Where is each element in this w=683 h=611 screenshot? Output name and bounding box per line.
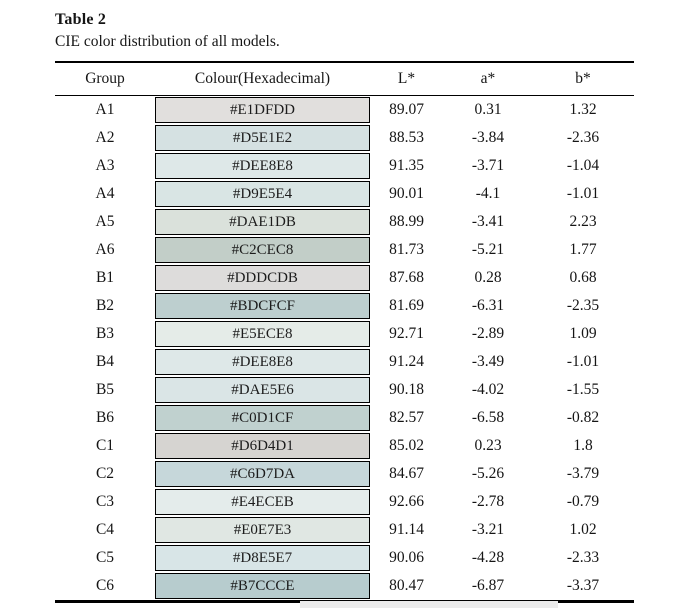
table-row: [55, 152, 634, 180]
a-cell: -4.1: [475, 185, 501, 202]
l-cell: 81.73: [389, 241, 424, 258]
table-row: [55, 544, 634, 572]
colour-swatch: #D5E1E2: [155, 125, 370, 151]
table-row: [55, 488, 634, 516]
group-cell: A2: [95, 129, 115, 146]
group-cell: A5: [95, 213, 115, 230]
a-cell: 0.31: [474, 101, 502, 118]
group-cell: A6: [95, 241, 115, 258]
b-cell: -0.79: [566, 493, 600, 510]
colour-swatch: #DEE8E8: [155, 349, 370, 375]
a-cell: -3.41: [471, 213, 505, 230]
header-l-star: L*: [397, 70, 416, 87]
table-row: [55, 208, 634, 236]
colour-swatch: #DAE1DB: [155, 209, 370, 235]
colour-swatch: #D9E5E4: [155, 181, 370, 207]
b-cell: -3.79: [566, 465, 600, 482]
group-cell: C1: [95, 437, 115, 454]
b-cell: 1.09: [569, 325, 597, 342]
table-row: [55, 292, 634, 320]
b-cell: -2.33: [566, 549, 600, 566]
l-cell: 90.06: [389, 549, 424, 566]
group-cell: C2: [95, 465, 115, 482]
colour-swatch: #DEE8E8: [155, 153, 370, 179]
b-cell: 2.23: [569, 213, 597, 230]
b-cell: -1.01: [566, 185, 600, 202]
colour-swatch: #C6D7DA: [155, 461, 370, 487]
a-cell: -4.02: [471, 381, 505, 398]
table-title: Table 2: [55, 11, 107, 28]
b-cell: -2.36: [566, 129, 600, 146]
group-cell: A4: [95, 185, 115, 202]
l-cell: 92.71: [389, 325, 424, 342]
colour-swatch: #E0E7E3: [155, 517, 370, 543]
colour-swatch: #C2CEC8: [155, 237, 370, 263]
a-cell: -5.26: [471, 465, 505, 482]
a-cell: -6.31: [471, 297, 505, 314]
l-cell: 88.53: [389, 129, 424, 146]
header-a-star: a*: [480, 70, 496, 87]
group-cell: B3: [95, 325, 115, 342]
a-cell: -5.21: [471, 241, 505, 258]
b-cell: 1.32: [569, 101, 597, 118]
b-cell: 1.8: [573, 437, 593, 454]
table-body: [55, 96, 634, 600]
table-row: [55, 404, 634, 432]
l-cell: 88.99: [389, 213, 424, 230]
b-cell: -3.37: [566, 577, 600, 594]
group-cell: C3: [95, 493, 115, 510]
a-cell: 0.23: [474, 437, 502, 454]
colour-swatch: #E1DFDD: [155, 97, 370, 123]
l-cell: 91.24: [389, 353, 424, 370]
group-cell: B4: [95, 353, 115, 370]
l-cell: 81.69: [389, 297, 424, 314]
colour-swatch: #DDDCDB: [155, 265, 370, 291]
b-cell: 1.77: [569, 241, 597, 258]
l-cell: 91.14: [389, 521, 424, 538]
b-cell: -0.82: [566, 409, 600, 426]
l-cell: 84.67: [389, 465, 424, 482]
table-row: [55, 96, 634, 124]
header-colour-hexadecimal: Colour(Hexadecimal): [194, 70, 331, 87]
l-cell: 90.01: [389, 185, 424, 202]
table-row: [55, 180, 634, 208]
group-cell: A3: [95, 157, 115, 174]
l-cell: 92.66: [389, 493, 424, 510]
group-cell: B5: [95, 381, 115, 398]
group-cell: B1: [95, 269, 115, 286]
table-row: [55, 320, 634, 348]
header-b-star: b*: [575, 70, 591, 87]
l-cell: 80.47: [389, 577, 424, 594]
a-cell: -4.28: [471, 549, 505, 566]
table-row: [55, 376, 634, 404]
a-cell: -2.89: [471, 325, 505, 342]
scan-artifact: [300, 601, 558, 608]
l-cell: 91.35: [389, 157, 424, 174]
a-cell: -3.49: [471, 353, 505, 370]
a-cell: -3.21: [471, 521, 505, 538]
cie-color-table: [55, 61, 634, 603]
a-cell: -3.84: [471, 129, 505, 146]
table-row: [55, 124, 634, 152]
colour-swatch: #D6D4D1: [155, 433, 370, 459]
colour-swatch: #DAE5E6: [155, 377, 370, 403]
l-cell: 87.68: [389, 269, 424, 286]
table-caption: CIE color distribution of all models.: [55, 33, 280, 50]
colour-swatch: #D8E5E7: [155, 545, 370, 571]
l-cell: 90.18: [389, 381, 424, 398]
table-header-row: [55, 63, 634, 96]
table-row: [55, 572, 634, 600]
a-cell: 0.28: [474, 269, 502, 286]
table-row: [55, 348, 634, 376]
group-cell: A1: [95, 101, 115, 118]
b-cell: 0.68: [569, 269, 597, 286]
table-row: [55, 460, 634, 488]
table-row: [55, 432, 634, 460]
b-cell: -1.55: [566, 381, 600, 398]
table-row: [55, 516, 634, 544]
l-cell: 89.07: [389, 101, 424, 118]
l-cell: 85.02: [389, 437, 424, 454]
colour-swatch: #BDCFCF: [155, 293, 370, 319]
a-cell: -6.87: [471, 577, 505, 594]
b-cell: -2.35: [566, 297, 600, 314]
colour-swatch: #E5ECE8: [155, 321, 370, 347]
l-cell: 82.57: [389, 409, 424, 426]
colour-swatch: #C0D1CF: [155, 405, 370, 431]
header-group: Group: [85, 70, 125, 87]
group-cell: C5: [95, 549, 115, 566]
a-cell: -6.58: [471, 409, 505, 426]
colour-swatch: #E4ECEB: [155, 489, 370, 515]
b-cell: -1.04: [566, 157, 600, 174]
group-cell: B2: [95, 297, 115, 314]
group-cell: C4: [95, 521, 115, 538]
a-cell: -3.71: [471, 157, 505, 174]
colour-swatch: #B7CCCE: [155, 573, 370, 599]
a-cell: -2.78: [471, 493, 505, 510]
b-cell: -1.01: [566, 353, 600, 370]
group-cell: C6: [95, 577, 115, 594]
table-row: [55, 264, 634, 292]
group-cell: B6: [95, 409, 115, 426]
table-row: [55, 236, 634, 264]
b-cell: 1.02: [569, 521, 597, 538]
